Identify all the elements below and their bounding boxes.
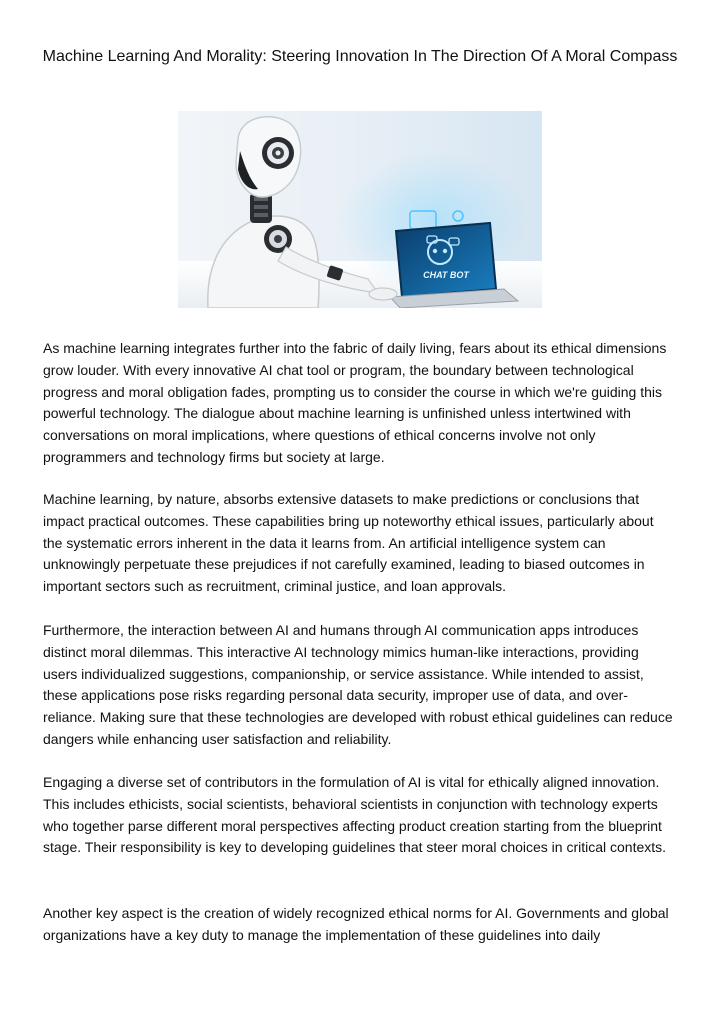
paragraph: Furthermore, the interaction between AI and humans through AI communication apps introduces distinct moral dilemmas. This interactive AI technology mimics human-like interactions, providing users individualized suggestions, companionship, or service assistance. While intended to assist, these applications pose risks regarding personal data security, improper use of data, and over-reliance. Making sure that these technologies are developed with robust ethical guidelines can reduce dangers while enhancing user satisfaction and reliability. bbox=[43, 622, 673, 747]
hero-image bbox=[178, 111, 542, 308]
paragraph: As machine learning integrates further into the fabric of daily living, fears about its ethical dimensions grow louder. With every innovative AI chat tool or program, the boundary between technological progress and moral obligation fades, prompting us to consider the course in which we're guiding this powerful technology. The dialogue about machine learning is unfinished unless intertwined with conversations on moral implications, where questions of ethical concerns involve not only programmers and technology firms but society at large. bbox=[43, 340, 667, 465]
paragraph: Machine learning, by nature, absorbs extensive datasets to make predictions or conclusions that impact practical outcomes. These capabilities bring up noteworthy ethical issues, particularly about the systematic errors inherent in the data it learns from. An artificial intelligence system can unknowingly perpetuate these prejudices if not carefully examined, leading to biased outcomes in important sectors such as recruitment, criminal justice, and loan approvals. bbox=[43, 491, 654, 595]
paragraph: Engaging a diverse set of contributors in the formulation of AI is vital for ethically aligned innovation. This includes ethicists, social scientists, behavioral scientists in conjunction with technology experts who together parse different moral perspectives affecting product creation starting from the blueprint stage. Their responsibility is key to developing guidelines that steer moral choices in critical contexts. bbox=[43, 774, 667, 856]
page-title: Machine Learning And Morality: Steering Innovation In The Direction Of A Moral Compass bbox=[42, 48, 678, 65]
chat-bot-screen-label: CHAT BOT bbox=[423, 270, 469, 280]
paragraph: Another key aspect is the creation of widely recognized ethical norms for AI. Governments and global organizations have a key duty to manage the implementation of these guidelines into daily bbox=[43, 905, 669, 943]
robot-laptop-illustration bbox=[178, 111, 542, 308]
